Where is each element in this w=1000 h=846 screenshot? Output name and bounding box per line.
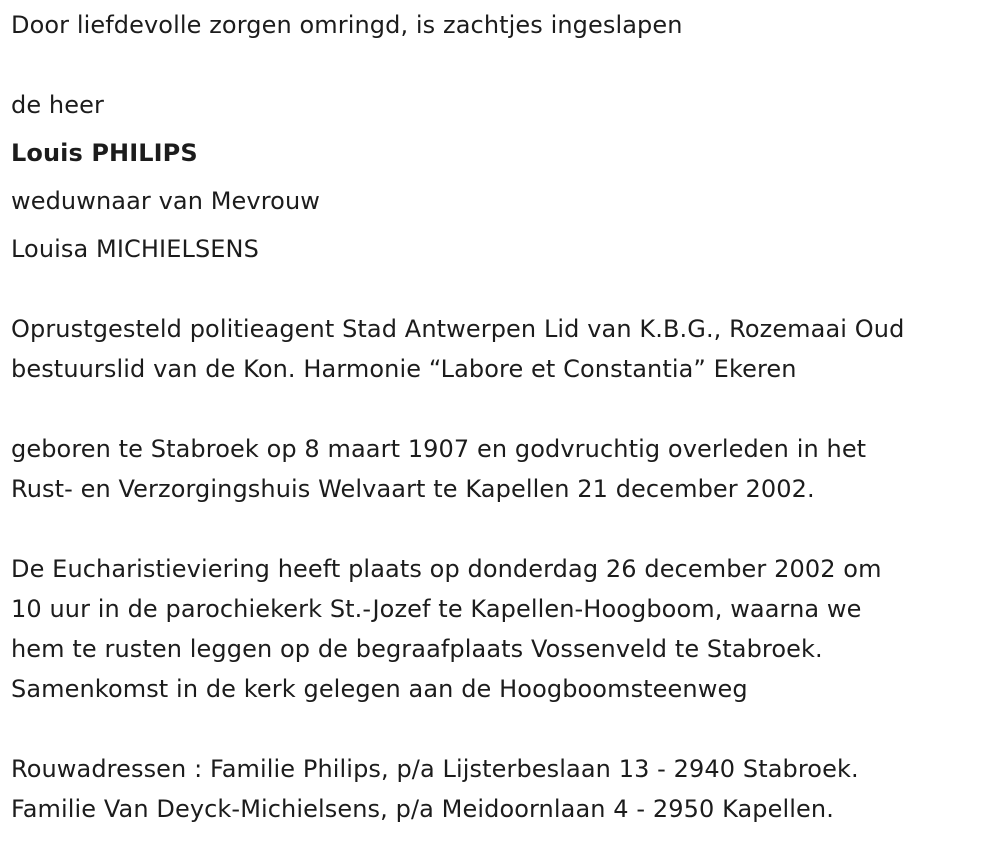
ceremony-line: hem te rusten leggen op de begraafplaats Vossenveld te Stabroek.	[11, 635, 823, 663]
address-line: Familie Van Deyck-Michielsens, p/a Meidoornlaan 4 - 2950 Kapellen.	[11, 795, 834, 823]
occupation-line: bestuurslid van de Kon. Harmonie “Labore et Constantia” Ekeren	[11, 355, 797, 383]
spouse-name: Louisa MICHIELSENS	[11, 235, 259, 263]
deceased-name: Louis PHILIPS	[11, 139, 198, 167]
address-line: Rouwadressen : Familie Philips, p/a Lijsterbeslaan 13 - 2940 Stabroek.	[11, 755, 859, 783]
widower-text: weduwnaar van Mevrouw	[11, 187, 320, 215]
ceremony-line: 10 uur in de parochiekerk St.-Jozef te Kapellen-Hoogboom, waarna we	[11, 595, 862, 623]
ceremony-line: Samenkomst in de kerk gelegen aan de Hoogboomsteenweg	[11, 675, 748, 703]
occupation-line: Oprustgesteld politieagent Stad Antwerpen Lid van K.B.G., Rozemaai Oud	[11, 315, 905, 343]
ceremony-line: De Eucharistieviering heeft plaats op donderdag 26 december 2002 om	[11, 555, 882, 583]
birth-death-line: geboren te Stabroek op 8 maart 1907 en godvruchtig overleden in het	[11, 435, 867, 463]
honorific-text: de heer	[11, 91, 104, 119]
intro-text: Door liefdevolle zorgen omringd, is zachtjes ingeslapen	[11, 11, 683, 39]
birth-death-line: Rust- en Verzorgingshuis Welvaart te Kapellen 21 december 2002.	[11, 475, 815, 503]
